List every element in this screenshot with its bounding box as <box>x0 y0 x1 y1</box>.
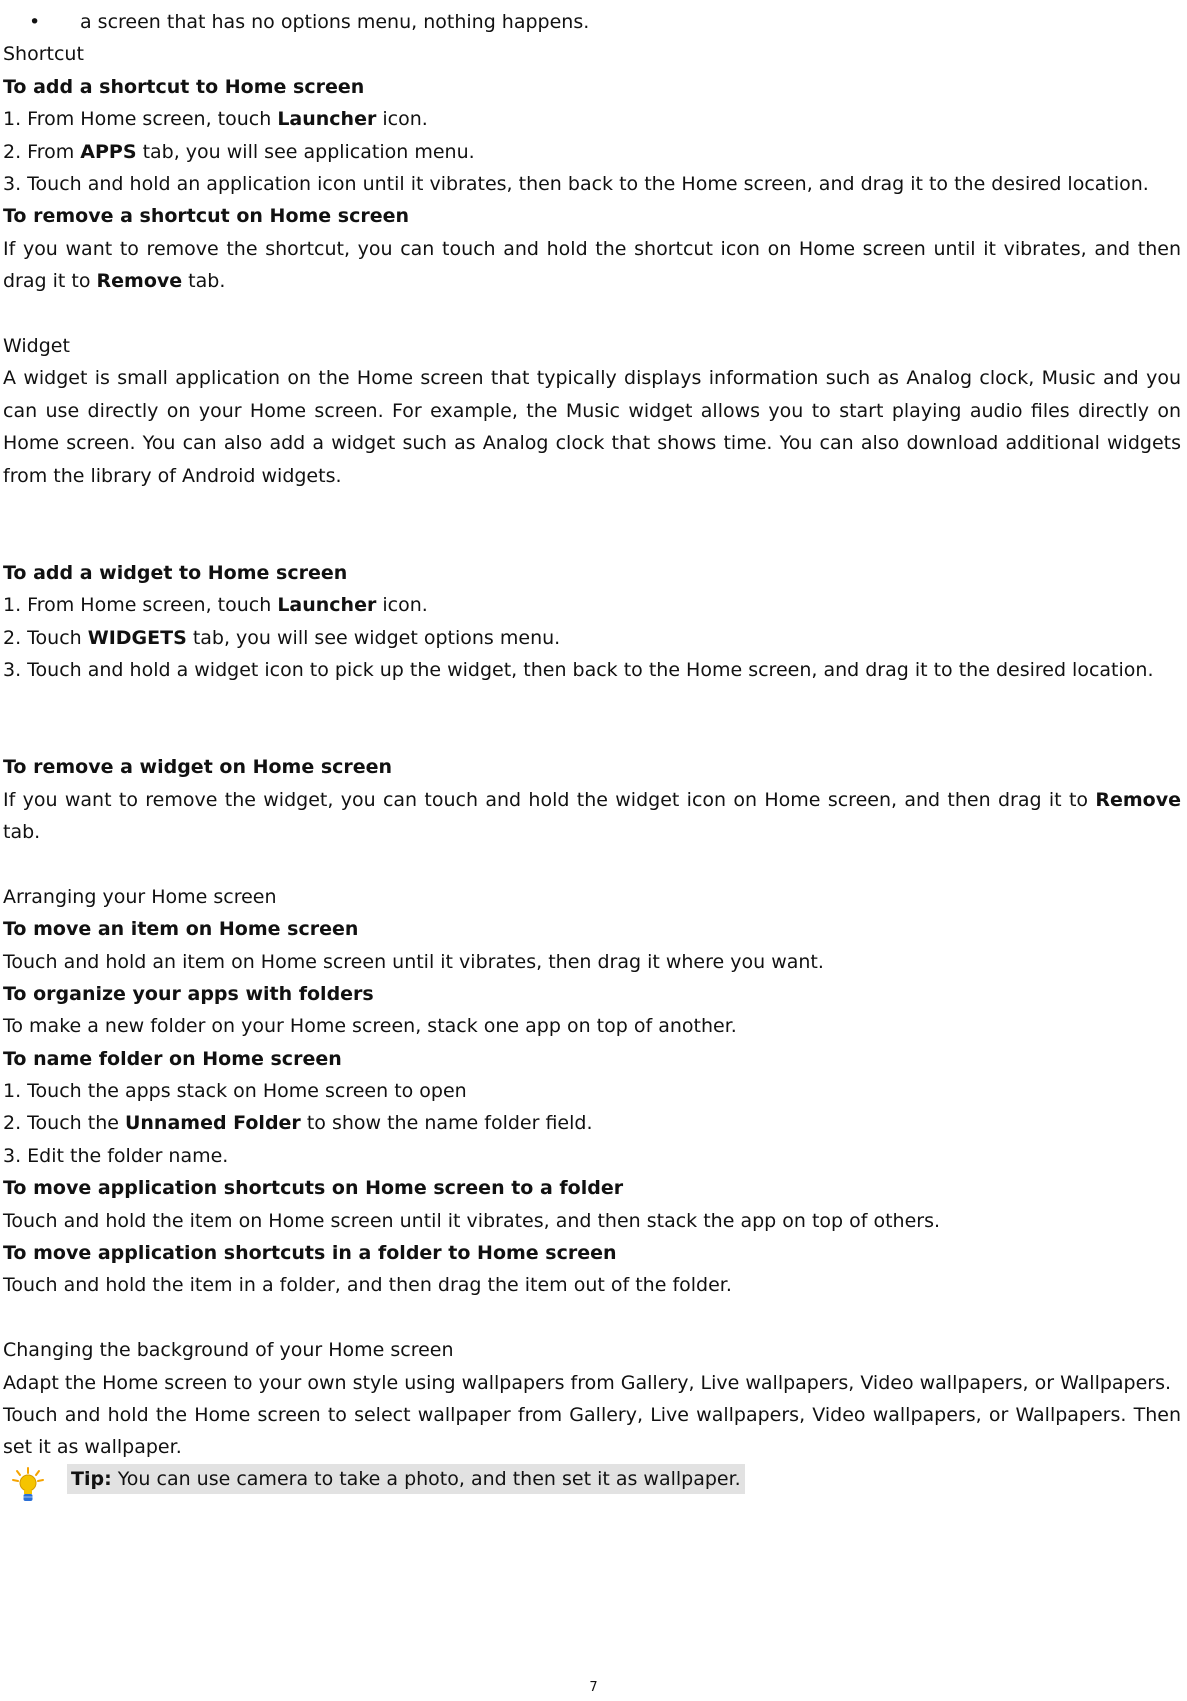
move-to-folder-text: Touch and hold the item on Home screen until it vibrates, and then stack the app on top of others. <box>3 1209 941 1232</box>
move-item-text: Touch and hold an item on Home screen until it vibrates, then drag it where you want. <box>3 950 824 973</box>
tip-text: Tip: You can use camera to take a photo, and then set it as wallpaper. <box>67 1464 745 1494</box>
section-title-shortcut: Shortcut <box>3 43 84 66</box>
heading-move-item: To move an item on Home screen <box>3 918 359 941</box>
background-para-1: Adapt the Home screen to your own style using wallpapers from Gallery, Live wallpapers, Video wallpapers, or Wallpapers. <box>3 1371 1172 1394</box>
heading-move-from-folder: To move application shortcuts in a folder to Home screen <box>3 1242 617 1265</box>
remove-widget-text: If you want to remove the widget, you can touch and hold the widget icon on Home screen, and then drag it to Remove tab. <box>3 788 1181 843</box>
heading-add-widget: To add a widget to Home screen <box>3 561 348 584</box>
section-title-background: Changing the background of your Home screen <box>3 1339 454 1362</box>
lightbulb-icon <box>5 1466 51 1506</box>
section-title-arranging: Arranging your Home screen <box>3 885 277 908</box>
section-title-widget: Widget <box>3 334 70 357</box>
add-widget-step-1: 1. From Home screen, touch Launcher icon. <box>3 594 428 617</box>
add-widget-step-2: 2. Touch WIDGETS tab, you will see widget options menu. <box>3 626 561 649</box>
bullet-item <box>3 6 1181 38</box>
tip-box <box>3 1464 1181 1504</box>
add-shortcut-step-3: 3. Touch and hold an application icon until it vibrates, then back to the Home screen, and drag it to the desired location. <box>3 172 1149 195</box>
heading-remove-shortcut: To remove a shortcut on Home screen <box>3 205 410 228</box>
page-number: 7 <box>589 1680 598 1695</box>
name-folder-step-2: 2. Touch the Unnamed Folder to show the name folder field. <box>3 1112 593 1135</box>
organize-folders-text: To make a new folder on your Home screen, stack one app on top of another. <box>3 1015 737 1038</box>
name-folder-step-3: 3. Edit the folder name. <box>3 1144 229 1167</box>
heading-organize-folders: To organize your apps with folders <box>3 982 374 1005</box>
heading-move-to-folder: To move application shortcuts on Home screen to a folder <box>3 1177 624 1200</box>
add-shortcut-step-2: 2. From APPS tab, you will see application menu. <box>3 140 475 163</box>
widget-intro: A widget is small application on the Home screen that typically displays information such as Analog clock, Music and you can use directly on your Home screen. For example, the Music widget allows you to start playing audio files directly on Home screen. You can also add a widget such as Analog clock that shows time. You can also download additional widgets from the library of Android widgets. <box>3 367 1181 487</box>
heading-name-folder: To name folder on Home screen <box>3 1047 342 1070</box>
remove-shortcut-text: If you want to remove the shortcut, you can touch and hold the shortcut icon on Home screen until it vibrates, and then drag it to Remove tab. <box>3 237 1181 293</box>
heading-remove-widget: To remove a widget on Home screen <box>3 756 393 779</box>
heading-add-shortcut: To add a shortcut to Home screen <box>3 75 365 98</box>
add-shortcut-step-1: 1. From Home screen, touch Launcher icon. <box>3 108 428 131</box>
move-from-folder-text: Touch and hold the item in a folder, and then drag the item out of the folder. <box>3 1274 732 1297</box>
bullet-dot: • <box>29 11 41 33</box>
name-folder-step-1: 1. Touch the apps stack on Home screen to open <box>3 1080 467 1103</box>
add-widget-step-3: 3. Touch and hold a widget icon to pick up the widget, then back to the Home screen, and drag it to the desired location. <box>3 658 1154 681</box>
background-para-2: Touch and hold the Home screen to select wallpaper from Gallery, Live wallpapers, Video wallpapers, or Wallpapers. Then set it as wallpaper. <box>3 1404 1181 1459</box>
document-page <box>3 6 1181 1504</box>
bullet-text: a screen that has no options menu, nothing happens. <box>80 11 590 33</box>
